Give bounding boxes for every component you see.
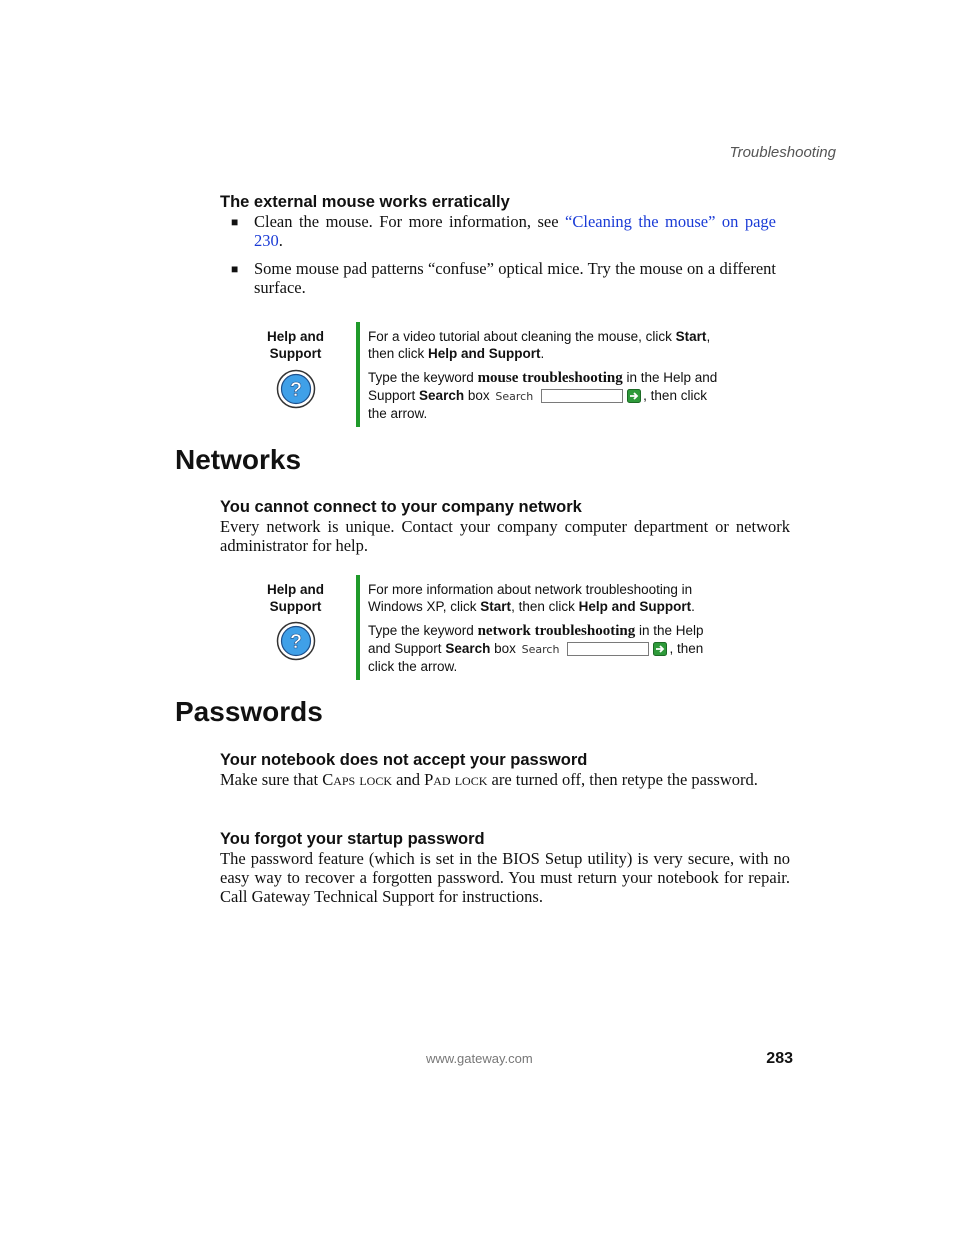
- help-box-divider: [356, 322, 360, 427]
- bullet-item-mouse-pad: Some mouse pad patterns “confuse” optical mice. Try the mouse on a different surface.: [254, 259, 776, 297]
- pad-lock-key: Pad lock: [424, 770, 488, 789]
- help-paragraph-1: For more information about network troubleshooting in Windows XP, click Start, then click Help and Support.: [368, 582, 695, 614]
- subsection-heading-mouse: The external mouse works erratically: [220, 193, 510, 211]
- search-box-image: [522, 641, 668, 658]
- bullet-marker: ■: [231, 262, 239, 276]
- keyword: network troubleshooting: [477, 623, 636, 639]
- help-box-text: [368, 581, 728, 675]
- search-input: [567, 642, 649, 656]
- forgot-password-body-text: The password feature (which is set in the BIOS Setup utility) is very secure, with no easy way to recover a forgotten password. You must return your notebook for repair. Call Gateway Technical Support for instructions.: [220, 849, 790, 906]
- help-paragraph-1: For a video tutorial about cleaning the mouse, click Start, then click Help and Support.: [368, 329, 711, 361]
- search-box-image: [495, 388, 641, 405]
- help-box-divider: [356, 575, 360, 680]
- bullet-text: Clean the mouse. For more information, see: [254, 212, 566, 231]
- running-head: Troubleshooting: [729, 144, 836, 161]
- search-input: [541, 389, 623, 403]
- help-box-text: [368, 328, 728, 422]
- help-support-label-line2: Support: [269, 599, 322, 614]
- help-paragraph-2: Type the keyword mouse troubleshooting in the Help and Support Search box Search , then click the arrow.: [368, 370, 718, 421]
- page-number: 283: [766, 1050, 793, 1067]
- cleaning-mouse-link[interactable]: “Cleaning the mouse” on page 230: [254, 212, 776, 250]
- section-title-passwords: Passwords: [175, 696, 323, 727]
- help-support-label-line2: Support: [269, 346, 322, 361]
- bullet-marker: ■: [231, 215, 239, 229]
- svg-text:?: ?: [289, 379, 303, 401]
- keyword: mouse troubleshooting: [477, 370, 623, 386]
- green-arrow-icon: [653, 642, 667, 656]
- svg-text:?: ?: [289, 631, 303, 653]
- section-title-networks: Networks: [175, 444, 302, 475]
- bullet-text-end: .: [278, 231, 283, 250]
- help-support-label: [258, 328, 333, 362]
- password-body-text: Make sure that Caps lock and Pad lock are turned off, then retype the password.: [220, 770, 758, 789]
- search-label: Search: [521, 642, 560, 656]
- subsection-heading-network: You cannot connect to your company network: [220, 498, 582, 516]
- network-body-text: Every network is unique. Contact your company computer department or network administrator for help.: [220, 517, 790, 555]
- help-question-icon: [276, 621, 316, 661]
- help-support-label: [258, 581, 333, 615]
- search-label: Search: [495, 389, 534, 403]
- footer-url: www.gateway.com: [426, 1051, 533, 1066]
- help-support-label-line1: Help and: [266, 329, 324, 344]
- bullet-item-clean-mouse: [254, 212, 776, 250]
- subsection-heading-password-rejected: Your notebook does not accept your password: [220, 751, 588, 769]
- green-arrow-icon: [627, 389, 641, 403]
- help-question-icon: [276, 369, 316, 409]
- subsection-heading-forgot-password: You forgot your startup password: [220, 830, 485, 848]
- help-paragraph-2: Type the keyword network troubleshooting in the Help and Support Search box Search , then click the arrow.: [368, 623, 704, 674]
- help-support-label-line1: Help and: [266, 582, 324, 597]
- caps-lock-key: Caps lock: [322, 770, 392, 789]
